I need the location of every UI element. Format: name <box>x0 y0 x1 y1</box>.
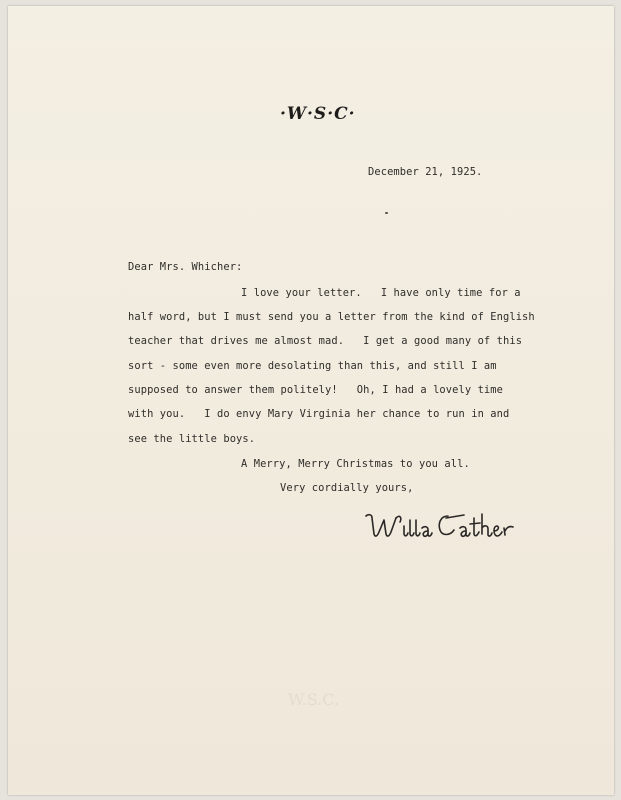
letter-page <box>8 6 614 795</box>
body-line: sort - some even more desolating than this, and still I am <box>128 360 497 372</box>
closing: Very cordially yours, <box>280 482 414 494</box>
christmas-greeting: A Merry, Merry Christmas to you all. <box>241 458 470 470</box>
watermark-ghost: W.S.C. <box>288 690 339 709</box>
letter-date: December 21, 1925. <box>368 166 483 178</box>
body-line: see the little boys. <box>128 433 256 445</box>
body-line: half word, but I must send you a letter from the kind of English <box>128 311 535 323</box>
body-line: teacher that drives me almost mad. I get a good many of this <box>128 335 523 347</box>
salutation: Dear Mrs. Whicher: <box>128 261 243 273</box>
ink-speck <box>385 212 388 214</box>
handwritten-signature <box>360 504 520 546</box>
letterhead-monogram: ·W·S·C· <box>280 104 356 124</box>
body-line: with you. I do envy Mary Virginia her chance to run in and <box>128 408 510 420</box>
body-line: I love your letter. I have only time for a <box>241 287 521 299</box>
body-line: supposed to answer them politely! Oh, I had a lovely time <box>128 384 503 396</box>
